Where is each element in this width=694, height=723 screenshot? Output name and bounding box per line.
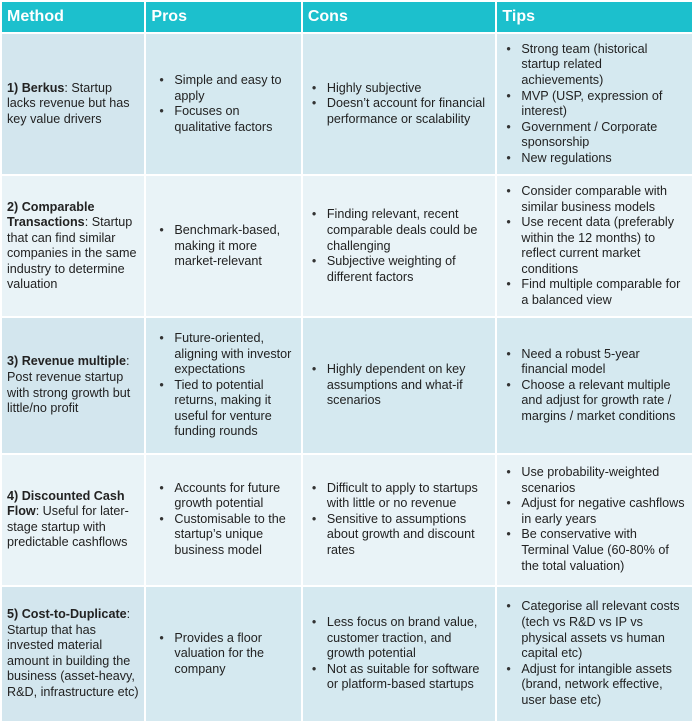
list-item: • Doesn’t account for financial performance or scalability	[308, 96, 491, 127]
method-description: : Startup lacks revenue but has key value drivers	[7, 80, 130, 126]
cons-cell	[303, 176, 496, 316]
list-item: • Difficult to apply to startups with little or no revenue	[308, 481, 491, 512]
pros-cell	[146, 587, 300, 721]
list-item: • Provides a floor valuation for the company	[155, 631, 295, 678]
header-pros: Pros	[146, 2, 300, 32]
list-item: • Finding relevant, recent comparable deals could be challenging	[308, 207, 491, 254]
method-name: 4) Discounted Cash Flow	[7, 488, 125, 519]
method-description: : Startup that can find similar companies in the same industry to determine valuation	[7, 215, 137, 292]
tips-cell	[497, 176, 692, 316]
method-name: 3) Revenue multiple	[7, 354, 126, 369]
method-cell	[2, 318, 144, 452]
list-item: • Subjective weighting of different factors	[308, 254, 491, 285]
table-row	[2, 176, 692, 316]
list-item: • Choose a relevant multiple and adjust for growth rate / margins / market conditions	[502, 378, 687, 425]
list-item: • Be conservative with Terminal Value (60-80% of the total valuation)	[502, 527, 687, 574]
list-item: • Highly subjective	[308, 81, 491, 97]
header-cons: Cons	[303, 2, 496, 32]
method-name: 5) Cost-to-Duplicate	[7, 607, 127, 622]
pros-cell	[146, 176, 300, 316]
list-item: • Use recent data (preferably within the 12 months) to reflect current market conditions	[502, 215, 687, 277]
list-item: • Need a robust 5-year financial model	[502, 347, 687, 378]
header-tips: Tips	[497, 2, 692, 32]
table-row	[2, 455, 692, 585]
list-item: • Benchmark-based, making it more market-relevant	[155, 223, 295, 270]
cons-cell	[303, 587, 496, 721]
list-item: • Strong team (historical startup related achievements)	[502, 42, 687, 89]
list-item: • MVP (USP, expression of interest)	[502, 89, 687, 120]
list-item: • Accounts for future growth potential	[155, 481, 295, 512]
tips-cell	[497, 34, 692, 174]
tips-cell	[497, 318, 692, 452]
method-cell	[2, 176, 144, 316]
list-item: • Sensitive to assumptions about growth and discount rates	[308, 512, 491, 559]
list-item: • New regulations	[502, 151, 687, 167]
pros-cell	[146, 318, 300, 452]
method-description: : Post revenue startup with strong growth but little/no profit	[7, 354, 131, 416]
method-description: : Useful for later-stage startup with predictable cashflows	[7, 504, 129, 550]
list-item: • Find multiple comparable for a balanced view	[502, 277, 687, 308]
cons-cell	[303, 455, 496, 585]
list-item: • Use probability-weighted scenarios	[502, 465, 687, 496]
tips-cell	[497, 455, 692, 585]
list-item: • Not as suitable for software or platform-based startups	[308, 662, 491, 693]
table-row	[2, 587, 692, 721]
method-name: 1) Berkus	[7, 80, 65, 95]
list-item: • Categorise all relevant costs (tech vs R&D vs IP vs physical assets vs human capital etc)	[502, 599, 687, 661]
list-item: • Government / Corporate sponsorship	[502, 120, 687, 151]
method-cell	[2, 34, 144, 174]
list-item: • Less focus on brand value, customer traction, and growth potential	[308, 615, 491, 662]
method-cell	[2, 455, 144, 585]
list-item: • Simple and easy to apply	[155, 73, 295, 104]
list-item: • Highly dependent on key assumptions and what-if scenarios	[308, 362, 491, 409]
method-name: 2) Comparable Transactions	[7, 199, 95, 230]
list-item: • Future-oriented, aligning with investor expectations	[155, 331, 295, 378]
cons-cell	[303, 34, 496, 174]
cons-cell	[303, 318, 496, 452]
table-row	[2, 34, 692, 174]
header-method: Method	[2, 2, 144, 32]
list-item: • Customisable to the startup’s unique business model	[155, 512, 295, 559]
table-row	[2, 318, 692, 452]
tips-cell	[497, 587, 692, 721]
list-item: • Adjust for intangible assets (brand, network effective, user base etc)	[502, 662, 687, 709]
list-item: • Adjust for negative cashflows in early years	[502, 496, 687, 527]
pros-cell	[146, 34, 300, 174]
list-item: • Tied to potential returns, making it useful for venture funding rounds	[155, 378, 295, 440]
method-cell	[2, 587, 144, 721]
list-item: • Consider comparable with similar business models	[502, 184, 687, 215]
list-item: • Focuses on qualitative factors	[155, 104, 295, 135]
method-description: : Startup that has invested material amount in building the business (asset-heavy, R&D, infrastructure etc)	[7, 607, 139, 700]
header-row	[2, 2, 692, 32]
pros-cell	[146, 455, 300, 585]
